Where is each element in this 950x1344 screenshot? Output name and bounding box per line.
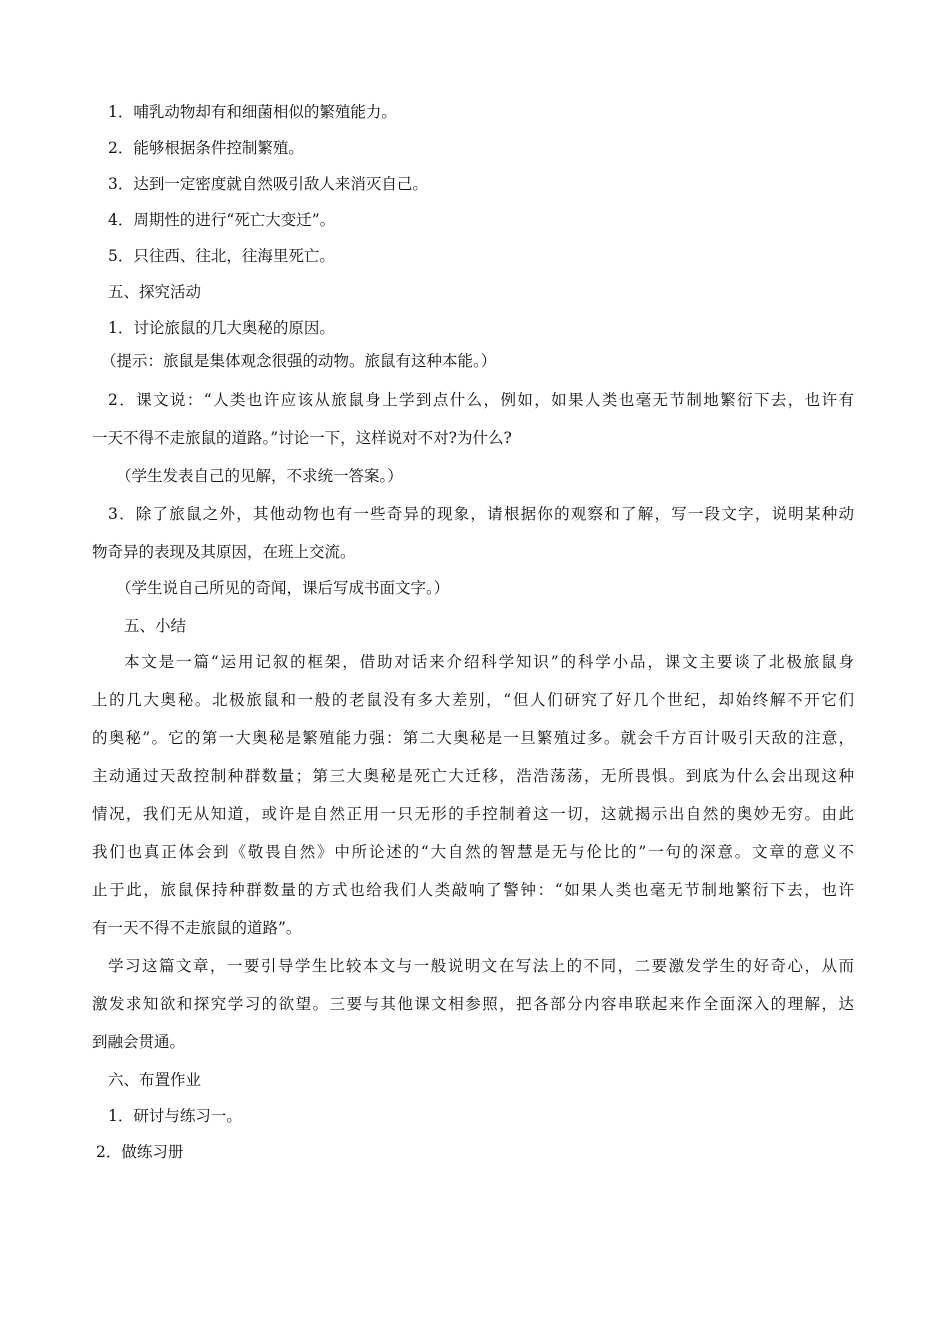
section-heading-homework: 六、布置作业 (108, 1071, 202, 1089)
explore-question-2-line-2: 一天不得不走旅鼠的道路。”讨论一下，这样说对不对?为什么? (92, 429, 512, 447)
explore-question-1: 1．讨论旅鼠的几大奥秘的原因。 (108, 319, 335, 337)
list-item: 3．达到一定密度就自然吸引敌人来消灭自己。 (108, 175, 428, 193)
homework-item: 2．做练习册 (96, 1143, 184, 1161)
section-heading-summary: 五、小结 (124, 617, 187, 635)
summary-paragraph-1-line: 的奥秘”。它的第一大奥秘是繁殖能力强：第二大奥秘是一旦繁殖过多。就会千方百计吸引天敌的注意， (92, 729, 854, 747)
section-heading-explore: 五、探究活动 (108, 283, 202, 301)
list-item: 1．哺乳动物却有和细菌相似的繁殖能力。 (108, 103, 397, 121)
explore-question-1-hint: （提示：旅鼠是集体观念很强的动物。旅鼠有这种本能。） (101, 352, 497, 370)
list-item: 5．只往西、往北，往海里死亡。 (108, 247, 335, 265)
summary-paragraph-1-line: 情况，我们无从知道，或许是自然正用一只无形的手控制着这一切，这就揭示出自然的奥妙无穷。由此 (92, 805, 854, 823)
homework-item: 1．研讨与练习一。 (108, 1107, 242, 1125)
explore-question-3-note: （学生说自己所见的奇闻，课后写成书面文字。） (116, 579, 450, 597)
summary-paragraph-1-line: 主动通过天敌控制种群数量；第三大奥秘是死亡大迁移，浩浩荡荡，无所畏惧。到底为什么会出现这种 (92, 767, 854, 785)
summary-paragraph-1-line: 本文是一篇“运用记叙的框架，借助对话来介绍科学知识”的科学小品，课文主要谈了北极旅鼠身 (124, 653, 854, 671)
summary-paragraph-2-line: 学习这篇文章，一要引导学生比较本文与一般说明文在写法上的不同，二要激发学生的好奇心，从而 (108, 957, 854, 975)
summary-paragraph-1-line: 有一天不得不走旅鼠的道路”。 (92, 919, 302, 937)
list-item: 2．能够根据条件控制繁殖。 (108, 139, 304, 157)
explore-question-2-note: （学生发表自己的见解，不求统一答案。） (116, 467, 403, 485)
explore-question-3-line-2: 物奇异的表现及其原因，在班上交流。 (92, 543, 356, 561)
summary-paragraph-2-line: 激发求知欲和探究学习的欲望。三要与其他课文相参照，把各部分内容串联起来作全面深入的理解，达 (92, 995, 854, 1013)
summary-paragraph-2-line: 到融会贯通。 (92, 1033, 186, 1051)
summary-paragraph-1-line: 止于此，旅鼠保持种群数量的方式也给我们人类敲响了警钟：“如果人类也毫无节制地繁衍下去，也许 (92, 881, 854, 899)
list-item: 4．周期性的进行“死亡大变迁”。 (108, 211, 336, 229)
explore-question-2-line-1: 2．课文说：“人类也许应该从旅鼠身上学到点什么，例如，如果人类也毫无节制地繁衍下去，也许有 (108, 391, 854, 409)
summary-paragraph-1-line: 我们也真正体会到《敬畏自然》中所论述的“大自然的智慧是无与伦比的”一句的深意。文章的意义不 (92, 843, 854, 861)
explore-question-3-line-1: 3．除了旅鼠之外，其他动物也有一些奇异的现象，请根据你的观察和了解，写一段文字，说明某种动 (108, 505, 854, 523)
summary-paragraph-1-line: 上的几大奥秘。北极旅鼠和一般的老鼠没有多大差别，“但人们研究了好几个世纪，却始终解不开它们 (92, 691, 854, 709)
